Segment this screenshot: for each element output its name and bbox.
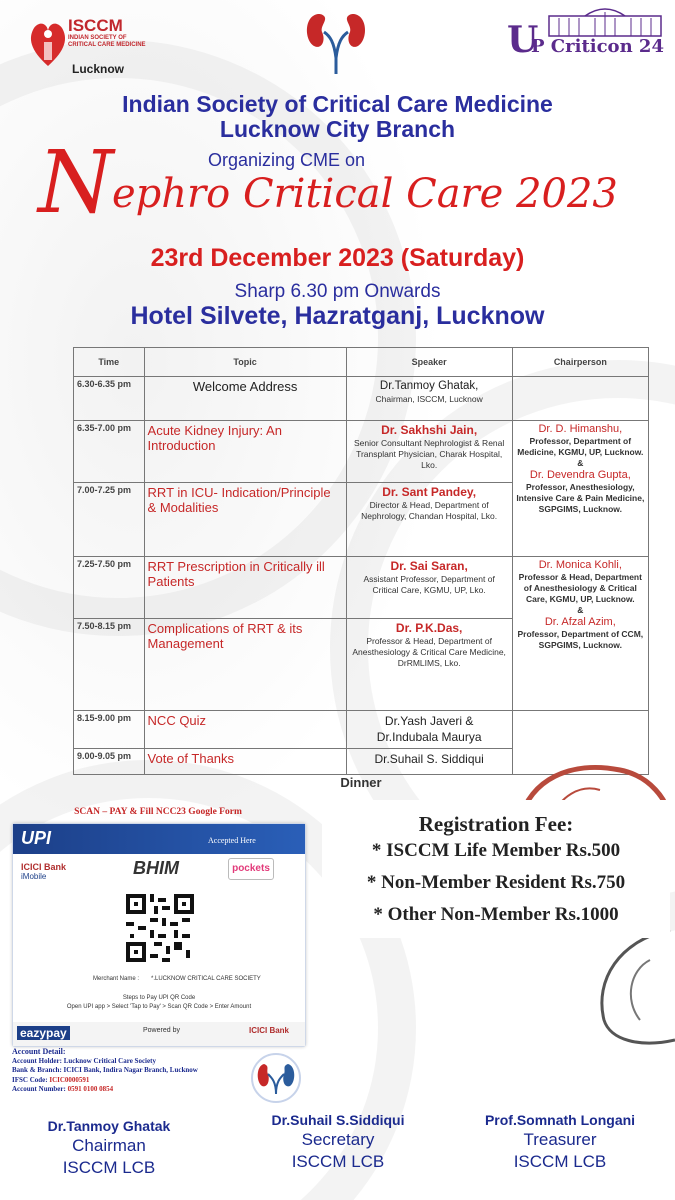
event-time: Sharp 6.30 pm Onwards bbox=[234, 281, 441, 302]
upc-logo-u: U bbox=[507, 19, 539, 61]
signatory-chairman bbox=[4, 1117, 214, 1179]
row-topic: NCC Quiz bbox=[144, 711, 346, 749]
signatory-treasurer bbox=[448, 1111, 672, 1173]
table-row bbox=[74, 421, 649, 483]
table-row bbox=[74, 557, 649, 619]
building-icon bbox=[545, 2, 665, 38]
isccm-logo-subtitle: INDIAN SOCIETY OF CRITICAL CARE MEDICINE bbox=[68, 35, 146, 48]
row-time: 7.00-7.25 pm bbox=[74, 483, 145, 557]
eazypay-logo: eazypay bbox=[17, 1026, 70, 1040]
kidney-art-icon bbox=[590, 930, 675, 1050]
icici-footer-logo: ICICI Bank bbox=[249, 1026, 290, 1035]
upi-card-header bbox=[13, 824, 305, 854]
chair-amp: & bbox=[577, 605, 584, 615]
account-branch-label: Bank & Branch: bbox=[12, 1066, 62, 1074]
row-time: 6.35-7.00 pm bbox=[74, 421, 145, 483]
account-number: 0591 0100 0854 bbox=[67, 1085, 114, 1093]
steps-title: Steps to Pay UPI QR Code bbox=[122, 995, 196, 1001]
chair-name: Dr. Afzal Azim, bbox=[544, 616, 616, 628]
signatory-role: Treasurer bbox=[523, 1130, 597, 1149]
signatory-name: Prof.Somnath Longani bbox=[484, 1112, 636, 1128]
account-number-label: Account Number: bbox=[12, 1085, 66, 1093]
event-title-initial: N bbox=[38, 133, 114, 233]
header-topic: Topic bbox=[144, 348, 346, 377]
chair-name: Dr. Devendra Gupta, bbox=[529, 469, 631, 481]
row-speaker bbox=[346, 711, 512, 749]
table-row bbox=[74, 711, 649, 749]
signatory-name: Dr.Suhail S.Siddiqui bbox=[271, 1112, 405, 1128]
row-topic: RRT Prescription in Critically ill Patients bbox=[144, 557, 346, 619]
chairperson-cell bbox=[512, 421, 648, 557]
chair-amp: & bbox=[577, 458, 584, 468]
isccm-logo-city: Lucknow bbox=[72, 62, 125, 76]
scan-instruction: SCAN – PAY & Fill NCC23 Google Form bbox=[74, 807, 242, 817]
isccm-logo bbox=[28, 12, 148, 84]
row-speaker bbox=[346, 749, 512, 775]
steps-text: Open UPI app > Select 'Tap to Pay' > Scan QR Code > Enter Amount bbox=[66, 1004, 252, 1010]
row-topic: Vote of Thanks bbox=[144, 749, 346, 775]
registration-heading: Registration Fee: bbox=[418, 812, 574, 836]
fee-line: * Other Non-Member Rs.1000 bbox=[373, 904, 619, 925]
row-topic: Welcome Address bbox=[144, 377, 346, 421]
upi-logo: UPI bbox=[21, 828, 52, 848]
icici-bank-logo: ICICI Bank bbox=[21, 862, 67, 872]
speaker-detail: Senior Consultant Nephrologist & Renal Transplant Physician, Charak Hospital, Lko. bbox=[354, 438, 505, 470]
upi-payment-card bbox=[12, 823, 306, 1047]
row-chair-empty bbox=[512, 377, 648, 421]
row-speaker bbox=[346, 557, 512, 619]
row-time: 7.50-8.15 pm bbox=[74, 619, 145, 711]
account-ifsc-line bbox=[12, 1076, 242, 1086]
signatory-secretary bbox=[232, 1111, 444, 1173]
speaker-name: Dr. Sai Saran, bbox=[390, 559, 468, 573]
account-branch-line bbox=[12, 1066, 242, 1076]
chair-detail: Professor, Department of CCM, SGPGIMS, Lucknow. bbox=[517, 629, 644, 650]
account-holder-line bbox=[12, 1057, 242, 1067]
org-branch: Lucknow City Branch bbox=[219, 116, 456, 142]
isccm-logo-text: ISCCM bbox=[68, 16, 123, 35]
event-title: ephro Critical Care 2023 bbox=[112, 171, 618, 217]
row-time: 8.15-9.00 pm bbox=[74, 711, 145, 749]
row-time: 7.25-7.50 pm bbox=[74, 557, 145, 619]
chair-name: Dr. Monica Kohli, bbox=[538, 559, 622, 571]
speaker-detail: Director & Head, Department of Nephrology, Chandan Hospital, Lko. bbox=[361, 500, 498, 521]
signatory-role: Chairman bbox=[72, 1136, 146, 1155]
signatory-name: Dr.Tanmoy Ghatak bbox=[47, 1118, 171, 1134]
schedule-table bbox=[73, 347, 649, 775]
fee-line: * Non-Member Resident Rs.750 bbox=[366, 872, 626, 893]
organizing-line: Organizing CME on bbox=[208, 150, 366, 170]
fee-line: * ISCCM Life Member Rs.500 bbox=[371, 840, 621, 861]
upc-logo-text: P Criticon 24 bbox=[531, 36, 664, 57]
qr-code-icon[interactable] bbox=[126, 894, 194, 962]
row-speaker bbox=[346, 421, 512, 483]
account-detail bbox=[12, 1047, 242, 1095]
speaker-detail: Chairman, ISCCM, Lucknow bbox=[375, 394, 483, 404]
signatory-org: ISCCM LCB bbox=[62, 1158, 156, 1177]
speaker-detail: Professor & Head, Department of Anesthesiology & Critical Care Medicine, DrRMLIMS, Lko. bbox=[352, 636, 506, 668]
row-speaker bbox=[346, 483, 512, 557]
header-time: Time bbox=[74, 348, 145, 377]
header-chairperson: Chairperson bbox=[512, 348, 648, 377]
account-holder-label: Account Holder: bbox=[12, 1056, 62, 1065]
account-holder: Lucknow Critical Care Society bbox=[63, 1056, 156, 1065]
merchant-name: *.LUCKNOW CRITICAL CARE SOCIETY bbox=[151, 976, 261, 982]
powered-by: Powered by bbox=[143, 1027, 180, 1034]
chair-detail: Professor, Anesthesiology, Intensive Care & Pain Medicine, SGPGIMS, Lucknow. bbox=[516, 482, 645, 514]
imobile-label: iMobile bbox=[21, 872, 47, 881]
kidney-logo-icon bbox=[300, 6, 372, 78]
kidney-small-logo-icon bbox=[250, 1052, 302, 1104]
registration-fee-box bbox=[322, 800, 670, 938]
account-ifsc: ICIC0000591 bbox=[49, 1075, 90, 1084]
event-venue: Hotel Silvete, Hazratganj, Lucknow bbox=[130, 302, 545, 330]
chair-detail: Professor & Head, Department of Anesthesiology & Critical Care, KGMU, UP, Lucknow. bbox=[518, 572, 642, 604]
row-time: 6.30-6.35 pm bbox=[74, 377, 145, 421]
account-branch: ICICI Bank, Indira Nagar Branch, Lucknow bbox=[63, 1066, 198, 1074]
signatory-role: Secretary bbox=[301, 1130, 375, 1149]
account-heading: Account Detail: bbox=[12, 1047, 66, 1056]
speaker-name: Dr.Yash Javeri & bbox=[384, 714, 474, 728]
signatory-org: ISCCM LCB bbox=[513, 1152, 607, 1171]
row-topic: Acute Kidney Injury: An Introduction bbox=[144, 421, 346, 483]
chairperson-cell bbox=[512, 557, 648, 711]
speaker-name: Dr.Indubala Maurya bbox=[376, 730, 482, 744]
header-speaker: Speaker bbox=[346, 348, 512, 377]
speaker-name: Dr.Tanmoy Ghatak, bbox=[379, 380, 479, 392]
speaker-name: Dr. P.K.Das, bbox=[395, 621, 463, 635]
merchant-label: Merchant Name : bbox=[93, 976, 140, 982]
speaker-name: Dr.Suhail S. Siddiqui bbox=[374, 752, 484, 766]
table-row bbox=[74, 377, 649, 421]
event-date: 23rd December 2023 (Saturday) bbox=[150, 244, 525, 272]
up-criticon-logo bbox=[505, 0, 670, 80]
accepted-here: Accepted Here bbox=[208, 836, 256, 845]
schedule-header-row bbox=[74, 348, 649, 377]
org-name: Indian Society of Critical Care Medicine bbox=[122, 91, 553, 117]
bhim-logo: BHIM bbox=[133, 858, 179, 878]
row-topic: RRT in ICU- Indication/Principle & Modalities bbox=[144, 483, 346, 557]
row-time: 9.00-9.05 pm bbox=[74, 749, 145, 775]
dinner-row: Dinner bbox=[340, 775, 382, 790]
account-ifsc-label: IFSC Code: bbox=[12, 1075, 48, 1084]
row-speaker bbox=[346, 377, 512, 421]
speaker-name: Dr. Sant Pandey, bbox=[382, 485, 477, 499]
row-speaker bbox=[346, 619, 512, 711]
chair-name: Dr. D. Himanshu, bbox=[538, 423, 623, 435]
signatory-org: ISCCM LCB bbox=[291, 1152, 385, 1171]
account-number-line bbox=[12, 1085, 242, 1095]
row-topic: Complications of RRT & its Management bbox=[144, 619, 346, 711]
speaker-name: Dr. Sakhshi Jain, bbox=[381, 423, 478, 437]
pockets-logo: pockets bbox=[228, 858, 274, 880]
chair-detail: Professor, Department of Medicine, KGMU, UP, Lucknow. bbox=[517, 436, 644, 457]
heart-logo-icon bbox=[28, 14, 68, 72]
speaker-detail: Assistant Professor, Department of Critical Care, KGMU, UP, Lko. bbox=[363, 574, 495, 595]
